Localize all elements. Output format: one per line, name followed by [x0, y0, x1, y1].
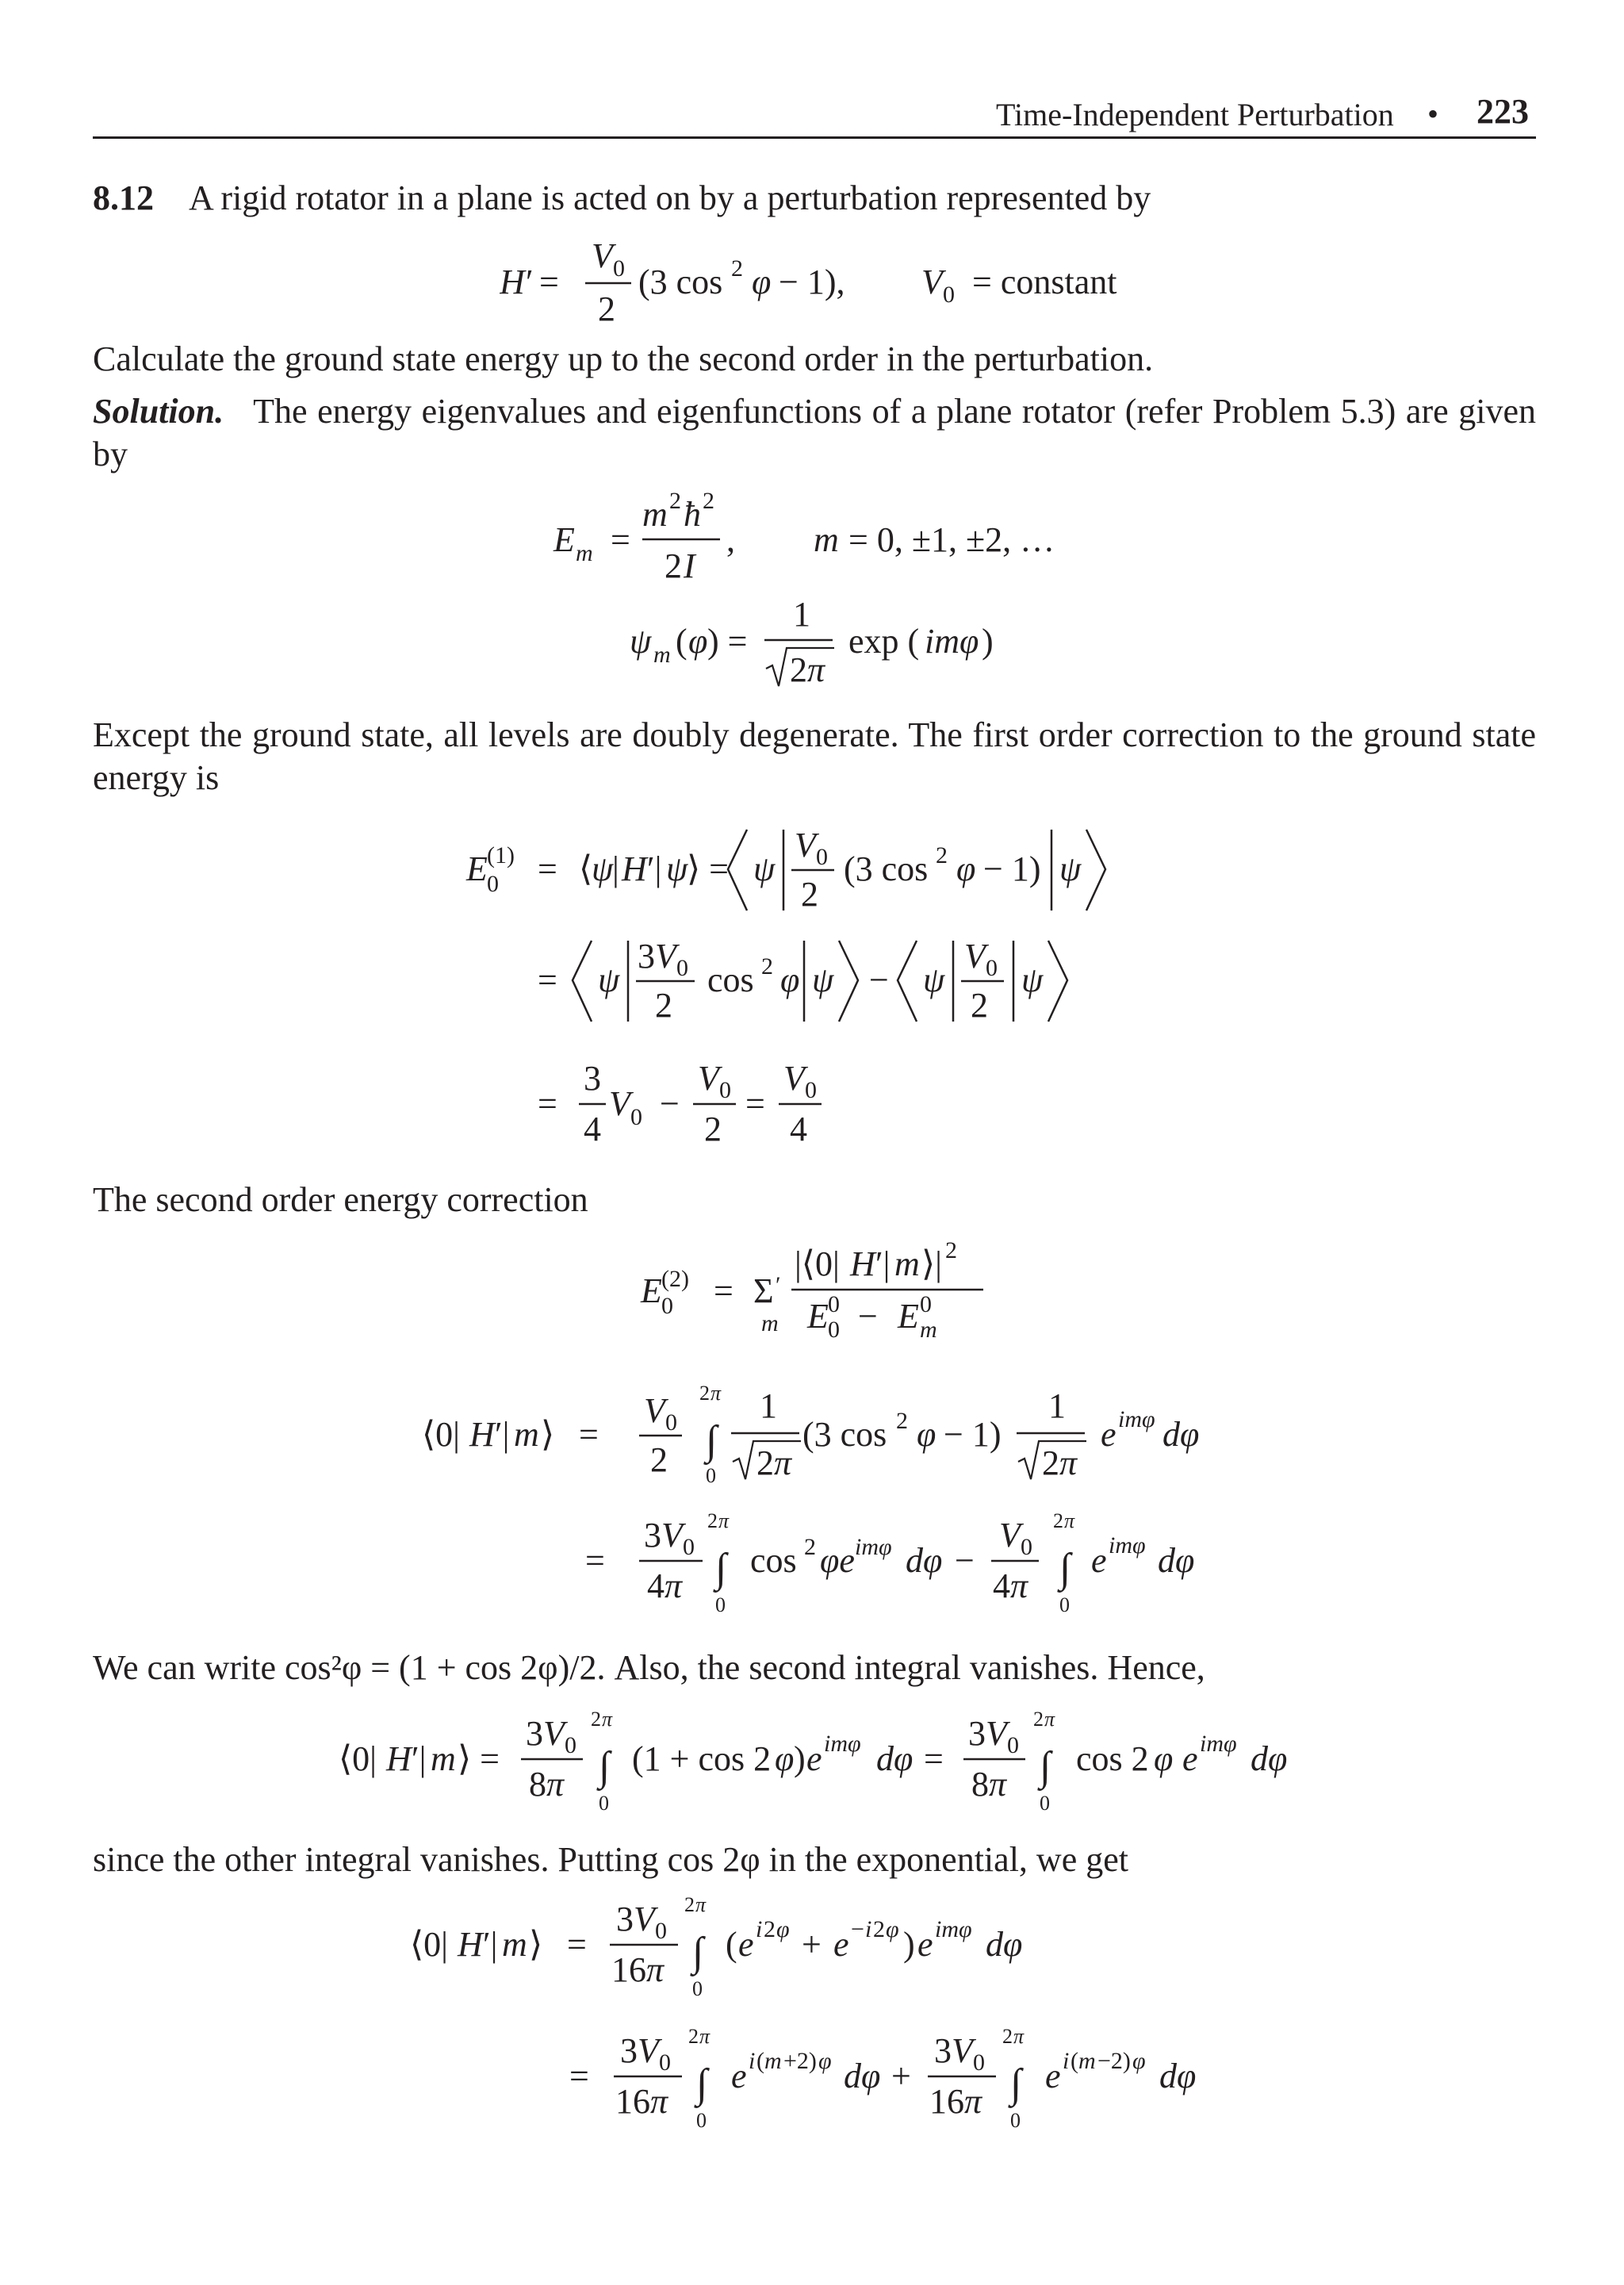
- svg-text:V: V: [634, 1900, 655, 1938]
- svg-text:i: i: [749, 2048, 756, 2074]
- header-bullet: •: [1427, 96, 1439, 132]
- equation-first-order-1-svg: [452, 817, 1166, 928]
- equation-matrix-element-3: [337, 1704, 1320, 1823]
- svg-text:π: π: [646, 1950, 665, 1989]
- svg-text:(: (: [756, 2048, 764, 2074]
- svg-text:+2): +2): [783, 2048, 817, 2074]
- svg-text:,: ,: [726, 520, 735, 559]
- svg-text:) =: ) =: [707, 622, 748, 661]
- svg-text:0: 0: [805, 1077, 817, 1103]
- svg-text:e: e: [917, 1925, 933, 1964]
- svg-text:′|: ′|: [875, 1244, 891, 1283]
- svg-text:(1): (1): [487, 842, 515, 868]
- svg-text:∫: ∫: [715, 1546, 727, 1591]
- svg-text:⟩|: ⟩|: [921, 1244, 942, 1283]
- svg-text:3: 3: [968, 1714, 986, 1753]
- svg-text:|⟨0|: |⟨0|: [795, 1244, 840, 1283]
- svg-text:): ): [982, 622, 994, 661]
- svg-text:π: π: [1044, 1708, 1055, 1731]
- svg-text:V: V: [795, 826, 816, 865]
- equation-first-order-3: [531, 1055, 848, 1158]
- svg-text:e: e: [806, 1739, 822, 1778]
- running-title: Time-Independent Perturbation: [996, 97, 1394, 132]
- svg-text:0: 0: [676, 955, 688, 981]
- equation-first-order-1: [452, 817, 1166, 928]
- svg-text:2: 2: [790, 650, 807, 689]
- svg-text:m: m: [761, 1310, 779, 1336]
- svg-text:3: 3: [616, 1900, 634, 1938]
- svg-text:(2): (2): [661, 1266, 689, 1292]
- svg-text:e: e: [1045, 2057, 1061, 2095]
- svg-text:m: m: [514, 1415, 539, 1454]
- svg-text:(3 cos: (3 cos: [802, 1415, 887, 1454]
- svg-text:φ: φ: [818, 2048, 832, 2074]
- equation-second-order: [634, 1237, 999, 1356]
- solution-label: Solution.: [93, 392, 224, 431]
- svg-text:= 0, ±1, ±2, …: = 0, ±1, ±2, …: [848, 520, 1055, 559]
- svg-text:8: 8: [529, 1765, 546, 1804]
- svg-text:2: 2: [688, 2025, 699, 2048]
- svg-text:V: V: [543, 1714, 565, 1753]
- svg-text:π: π: [807, 650, 825, 689]
- svg-text:φ: φ: [917, 1415, 936, 1454]
- svg-text:3: 3: [620, 2031, 638, 2070]
- equation-perturbation-svg: [500, 232, 1150, 335]
- equation-energy-eigenvalues: [547, 488, 1118, 599]
- svg-text:⟨0|: ⟨0|: [339, 1739, 377, 1778]
- svg-text:0: 0: [1059, 1593, 1070, 1616]
- svg-text:cos: cos: [750, 1541, 797, 1580]
- svg-text:φ: φ: [886, 1916, 899, 1942]
- svg-text:V: V: [638, 2031, 659, 2070]
- svg-text:π: π: [1013, 2025, 1025, 2048]
- svg-text:): ): [794, 1739, 806, 1778]
- svg-text:H: H: [469, 1415, 495, 1454]
- svg-text:∫: ∫: [599, 1744, 611, 1789]
- svg-text:′|: ′|: [495, 1415, 510, 1454]
- svg-text:(1 + cos 2: (1 + cos 2: [632, 1739, 772, 1778]
- svg-text:2: 2: [704, 1110, 722, 1148]
- svg-text:V: V: [999, 1516, 1021, 1555]
- svg-text:π: π: [989, 1765, 1007, 1804]
- svg-text:2: 2: [873, 1916, 885, 1942]
- svg-text:′|: ′|: [647, 849, 662, 888]
- svg-text:1: 1: [1048, 1386, 1066, 1425]
- svg-text:2: 2: [707, 1509, 718, 1532]
- svg-text:3: 3: [584, 1059, 601, 1098]
- degeneracy-text: Except the ground state, all levels are doubly degenerate. The first order correction to the ground state energy is: [93, 715, 1536, 797]
- svg-text:φ: φ: [956, 849, 976, 888]
- svg-text:∫: ∫: [696, 2061, 708, 2107]
- svg-text:∫: ∫: [706, 1418, 718, 1463]
- exponential-text: since the other integral vanishes. Putting cos 2φ in the exponential, we get: [93, 1840, 1128, 1879]
- svg-text:(3 cos: (3 cos: [844, 849, 929, 888]
- svg-text:2: 2: [801, 875, 818, 914]
- svg-text:dφ: dφ: [876, 1739, 914, 1778]
- svg-text:0: 0: [1010, 2109, 1021, 2132]
- svg-text:ψ: ψ: [630, 622, 652, 661]
- svg-text:4: 4: [584, 1110, 601, 1148]
- svg-text:−: −: [955, 1541, 975, 1580]
- svg-text:2: 2: [945, 1237, 957, 1263]
- equation-first-order-2-svg: [531, 928, 1102, 1039]
- svg-text:dφ: dφ: [1162, 1415, 1200, 1454]
- equation-matrix-element-3-svg: [337, 1704, 1320, 1823]
- svg-text:π: π: [1010, 1566, 1028, 1605]
- svg-text:m: m: [431, 1739, 456, 1778]
- svg-text:m: m: [814, 520, 839, 559]
- svg-text:0: 0: [1040, 1792, 1050, 1815]
- svg-text:i: i: [865, 1916, 872, 1942]
- header-rule: [93, 136, 1536, 139]
- svg-text:4: 4: [993, 1566, 1010, 1605]
- svg-text:∫: ∫: [1059, 1546, 1071, 1591]
- svg-text:3: 3: [638, 937, 655, 976]
- svg-text:+: +: [802, 1925, 822, 1964]
- svg-text:m: m: [576, 540, 593, 566]
- svg-text:0: 0: [665, 1409, 677, 1436]
- svg-text:π: π: [546, 1765, 565, 1804]
- svg-text:V: V: [661, 1516, 683, 1555]
- svg-text:V: V: [644, 1391, 665, 1430]
- svg-text:0: 0: [706, 1464, 716, 1487]
- problem-statement: A rigid rotator in a plane is acted on by a perturbation represented by: [189, 178, 1151, 217]
- equation-matrix-element-2-svg: [579, 1505, 1245, 1624]
- equation-matrix-element-2: [579, 1505, 1245, 1624]
- svg-text:−: −: [858, 1297, 878, 1336]
- svg-text:cos: cos: [707, 960, 754, 999]
- svg-text:0: 0: [719, 1077, 731, 1103]
- svg-text:′: ′: [526, 263, 534, 301]
- svg-text:0: 0: [828, 1291, 840, 1317]
- svg-text:2: 2: [699, 1382, 710, 1405]
- svg-text:e: e: [1091, 1541, 1107, 1580]
- svg-text:φ: φ: [688, 622, 708, 661]
- svg-text:+: +: [891, 2057, 911, 2095]
- svg-text:V: V: [655, 937, 676, 976]
- equation-perturbation: [500, 232, 1150, 335]
- svg-text:0: 0: [661, 1293, 673, 1319]
- problem-task: Calculate the ground state energy up to the second order in the perturbation.: [93, 339, 1154, 378]
- svg-text:0: 0: [1007, 1732, 1019, 1758]
- svg-text:2: 2: [684, 1893, 695, 1916]
- svg-text:0: 0: [986, 955, 998, 981]
- equation-wavefunction-svg: [623, 591, 1036, 702]
- svg-text:π: π: [1059, 1443, 1078, 1482]
- svg-text:V: V: [952, 2031, 973, 2070]
- svg-text:I: I: [684, 546, 695, 585]
- svg-text:=: =: [579, 1415, 599, 1454]
- svg-text:1: 1: [793, 595, 810, 634]
- svg-text:dφ: dφ: [1251, 1739, 1288, 1778]
- svg-text:ψ: ψ: [1021, 960, 1044, 999]
- svg-text:ψ: ψ: [753, 849, 776, 888]
- svg-text:imφ: imφ: [935, 1916, 972, 1942]
- svg-text:0: 0: [599, 1792, 609, 1815]
- svg-text:imφ: imφ: [1118, 1406, 1155, 1432]
- svg-text:=: =: [924, 1739, 944, 1778]
- svg-text:16: 16: [929, 2082, 964, 2121]
- svg-text:2: 2: [936, 842, 948, 868]
- equation-matrix-element-5-svg: [563, 2021, 1277, 2140]
- svg-text:H: H: [386, 1739, 412, 1778]
- svg-text:ψ: ψ: [598, 960, 620, 999]
- svg-text:0: 0: [973, 2049, 985, 2076]
- svg-text:=: =: [538, 960, 557, 999]
- equation-matrix-element-5: [563, 2021, 1277, 2140]
- svg-text:=: =: [585, 1541, 605, 1580]
- svg-text:∫: ∫: [1040, 1744, 1051, 1789]
- svg-text:imφ: imφ: [1109, 1532, 1146, 1558]
- svg-text:∫: ∫: [692, 1930, 704, 1975]
- equation-matrix-element-4: [408, 1889, 1090, 2008]
- svg-text:ψ: ψ: [812, 960, 834, 999]
- svg-text:e: e: [731, 2057, 747, 2095]
- svg-text:0: 0: [659, 2049, 671, 2076]
- svg-text:φ: φ: [1154, 1739, 1174, 1778]
- svg-text:2: 2: [1042, 1443, 1059, 1482]
- svg-text:(: (: [676, 622, 688, 661]
- svg-text:2: 2: [731, 255, 743, 282]
- svg-text:8: 8: [971, 1765, 989, 1804]
- svg-text:0: 0: [692, 1977, 703, 2000]
- svg-text:V: V: [921, 263, 943, 301]
- equation-matrix-element-1: [420, 1376, 1293, 1495]
- svg-text:π: π: [710, 1382, 722, 1405]
- svg-text:0: 0: [630, 1104, 642, 1130]
- equation-second-order-svg: [634, 1237, 999, 1356]
- svg-text:imφ: imφ: [824, 1731, 861, 1757]
- svg-text:π: π: [665, 1566, 683, 1605]
- svg-text:16: 16: [611, 1950, 646, 1989]
- svg-text:|: |: [612, 849, 619, 888]
- svg-text:3: 3: [934, 2031, 952, 2070]
- equation-energy-svg: [547, 488, 1118, 599]
- svg-text:i: i: [756, 1916, 763, 1942]
- svg-text:E: E: [553, 520, 575, 559]
- svg-text:2: 2: [598, 289, 615, 328]
- svg-text:ψ: ψ: [923, 960, 945, 999]
- svg-text:2: 2: [1002, 2025, 1013, 2048]
- svg-text:=: =: [538, 849, 557, 888]
- svg-text:0: 0: [828, 1317, 840, 1343]
- svg-text:dφ: dφ: [986, 1925, 1023, 1964]
- svg-text:m: m: [1078, 2048, 1096, 2074]
- svg-text:0: 0: [696, 2109, 707, 2132]
- svg-text:2: 2: [1053, 1509, 1063, 1532]
- svg-text:ψ: ψ: [666, 849, 688, 888]
- svg-text:φ: φ: [780, 960, 800, 999]
- equation-first-order-2: [531, 928, 1102, 1039]
- svg-text:m: m: [920, 1317, 937, 1343]
- svg-text:(: (: [1071, 2048, 1078, 2074]
- svg-text:′|: ′|: [412, 1739, 427, 1778]
- svg-text:imφ: imφ: [1200, 1731, 1237, 1757]
- svg-text:e: e: [1101, 1415, 1116, 1454]
- second-order-text: The second order energy correction: [93, 1180, 588, 1219]
- svg-text:3: 3: [644, 1516, 661, 1555]
- svg-text:0: 0: [1021, 1534, 1032, 1560]
- svg-text:⟨: ⟨: [579, 849, 593, 888]
- svg-text:dφ: dφ: [844, 2057, 881, 2095]
- svg-text:φ: φ: [775, 1739, 795, 1778]
- svg-text:′|: ′|: [483, 1925, 498, 1964]
- svg-text:V: V: [986, 1714, 1007, 1753]
- problem-number: 8.12: [93, 178, 154, 217]
- page-number: 223: [1477, 92, 1529, 131]
- svg-text:imφ: imφ: [855, 1534, 892, 1560]
- svg-text:dφ: dφ: [906, 1541, 943, 1580]
- svg-text:⟩ =: ⟩ =: [458, 1739, 500, 1778]
- svg-text:cos 2: cos 2: [1076, 1739, 1149, 1778]
- cos-identity-text: We can write cos²φ = (1 + cos 2φ)/2. Also, the second integral vanishes. Hence,: [93, 1648, 1205, 1687]
- svg-text:− 1): − 1): [983, 849, 1041, 888]
- svg-text:e: e: [738, 1925, 754, 1964]
- svg-text:π: π: [602, 1708, 613, 1731]
- svg-text:π: π: [774, 1443, 792, 1482]
- svg-text:16: 16: [615, 2082, 650, 2121]
- svg-text:φe: φe: [820, 1541, 855, 1580]
- solution-intro-text: The energy eigenvalues and eigenfunctions of a plane rotator (refer Problem 5.3) are given by: [93, 392, 1536, 473]
- svg-text:(: (: [726, 1925, 737, 1964]
- svg-text:=: =: [539, 263, 559, 301]
- svg-text:V: V: [964, 937, 986, 976]
- svg-text:0: 0: [613, 255, 625, 282]
- svg-text:Σ: Σ: [753, 1271, 774, 1310]
- svg-text:φ: φ: [1132, 2048, 1146, 2074]
- svg-text:E: E: [466, 849, 488, 888]
- svg-text:=: =: [538, 1084, 557, 1123]
- svg-text:π: π: [695, 1893, 707, 1916]
- svg-text:−: −: [869, 960, 889, 999]
- svg-text:0: 0: [565, 1732, 576, 1758]
- svg-text:⟨0|: ⟨0|: [422, 1415, 460, 1454]
- svg-text:H: H: [850, 1244, 875, 1283]
- svg-text:0: 0: [920, 1291, 932, 1317]
- svg-text:0: 0: [487, 871, 499, 897]
- svg-text:0: 0: [715, 1593, 726, 1616]
- svg-text:imφ: imφ: [925, 622, 979, 661]
- svg-text:=: =: [611, 520, 630, 559]
- svg-text:H: H: [458, 1925, 483, 1964]
- svg-text:2: 2: [764, 1916, 776, 1942]
- svg-text:−2): −2): [1097, 2048, 1131, 2074]
- svg-text:m: m: [653, 642, 671, 668]
- svg-text:0: 0: [816, 844, 828, 870]
- svg-text:− 1),: − 1),: [779, 263, 845, 301]
- svg-text:2: 2: [655, 986, 672, 1025]
- svg-text:E: E: [898, 1297, 919, 1336]
- svg-text:=: =: [569, 2057, 589, 2095]
- svg-text:∫: ∫: [1010, 2061, 1022, 2107]
- equation-first-order-3-svg: [531, 1055, 848, 1158]
- svg-text:E: E: [807, 1297, 829, 1336]
- svg-text:exp (: exp (: [848, 622, 920, 661]
- svg-text:π: π: [699, 2025, 710, 2048]
- svg-text:V: V: [783, 1059, 805, 1098]
- svg-text:ħ: ħ: [684, 495, 701, 534]
- solution-intro: [93, 390, 1536, 476]
- svg-text:2: 2: [665, 546, 682, 585]
- svg-text:i: i: [1063, 2048, 1070, 2074]
- svg-text:⟨0|: ⟨0|: [410, 1925, 448, 1964]
- svg-text:=: =: [567, 1925, 587, 1964]
- svg-text:3: 3: [526, 1714, 543, 1753]
- svg-text:2: 2: [761, 953, 773, 980]
- svg-text:0: 0: [655, 1918, 667, 1944]
- svg-text:2: 2: [703, 488, 714, 514]
- svg-text:−: −: [660, 1084, 680, 1123]
- svg-text:′: ′: [776, 1272, 781, 1298]
- equation-matrix-element-4-svg: [408, 1889, 1090, 2008]
- svg-text:m: m: [642, 495, 668, 534]
- svg-text:0: 0: [943, 282, 955, 308]
- svg-text:H: H: [500, 263, 525, 301]
- svg-text:2: 2: [804, 1534, 816, 1560]
- svg-text:φ: φ: [752, 263, 772, 301]
- svg-text:4: 4: [790, 1110, 807, 1148]
- svg-text:π: π: [718, 1509, 730, 1532]
- svg-text:dφ: dφ: [1159, 2057, 1197, 2095]
- svg-text:2: 2: [650, 1440, 668, 1479]
- svg-text:=: =: [745, 1084, 765, 1123]
- svg-text:π: π: [650, 2082, 668, 2121]
- svg-text:4: 4: [647, 1566, 665, 1605]
- svg-text:2: 2: [669, 488, 681, 514]
- svg-text:m: m: [502, 1925, 527, 1964]
- svg-text:e: e: [833, 1925, 849, 1964]
- svg-text:⟩: ⟩: [529, 1925, 543, 1964]
- svg-text:e: e: [1182, 1739, 1198, 1778]
- svg-text:π: π: [1064, 1509, 1075, 1532]
- svg-text:−: −: [851, 1916, 864, 1942]
- svg-text:(3 cos: (3 cos: [638, 263, 723, 301]
- svg-text:ψ: ψ: [1059, 849, 1082, 888]
- svg-text:= constant: = constant: [972, 263, 1117, 301]
- svg-text:=: =: [714, 1271, 733, 1310]
- svg-text:⟩ =: ⟩ =: [687, 849, 729, 888]
- svg-text:π: π: [964, 2082, 982, 2121]
- svg-text:m: m: [894, 1244, 920, 1283]
- svg-text:V: V: [609, 1084, 630, 1123]
- equation-matrix-element-1-svg: [420, 1376, 1293, 1495]
- svg-text:φ: φ: [776, 1916, 790, 1942]
- svg-text:2: 2: [756, 1443, 774, 1482]
- svg-text:V: V: [698, 1059, 719, 1098]
- svg-text:H: H: [622, 849, 647, 888]
- svg-text:0: 0: [683, 1534, 695, 1560]
- svg-text:2: 2: [971, 986, 988, 1025]
- svg-text:dφ: dφ: [1158, 1541, 1195, 1580]
- svg-text:⟩: ⟩: [541, 1415, 555, 1454]
- svg-text:): ): [903, 1925, 915, 1964]
- svg-text:1: 1: [760, 1386, 777, 1425]
- equation-wavefunction: [623, 591, 1036, 702]
- svg-text:− 1): − 1): [944, 1415, 1002, 1454]
- svg-text:V: V: [592, 236, 613, 275]
- svg-text:2: 2: [1033, 1708, 1044, 1731]
- svg-text:E: E: [641, 1271, 662, 1310]
- svg-text:m: m: [764, 2048, 782, 2074]
- svg-text:ψ: ψ: [592, 849, 614, 888]
- svg-text:2: 2: [896, 1408, 908, 1434]
- svg-text:2: 2: [591, 1708, 601, 1731]
